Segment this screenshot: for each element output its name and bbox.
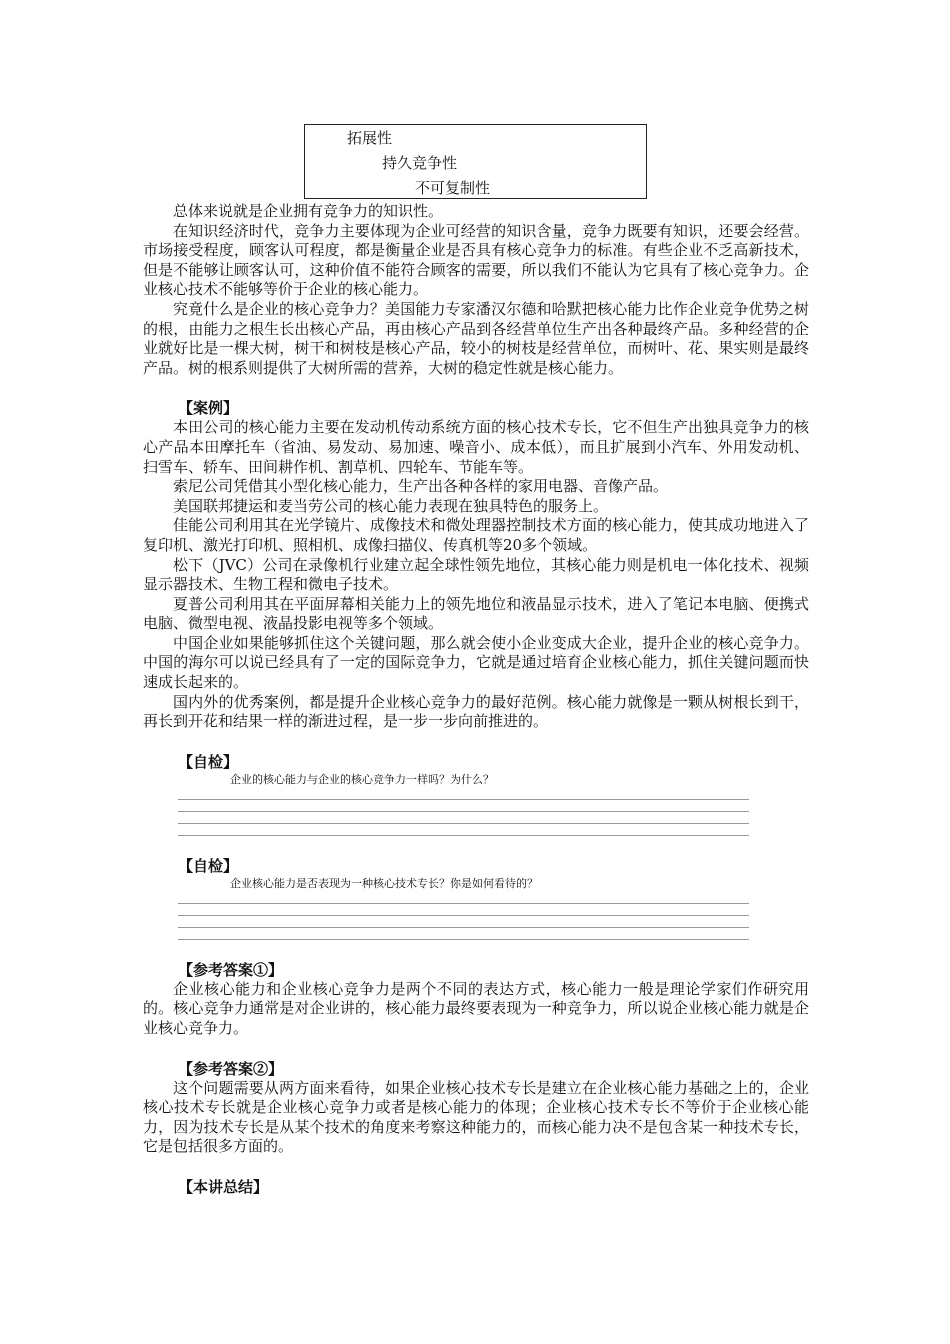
intro-paragraph: 在知识经济时代，竞争力主要体现为企业可经营的知识含量，竞争力既要有知识，还要会经营。市场接受程度，顾客认可程度，都是衡量企业是否具有核心竞争力的标准。有些企业不乏高新技术，但是不能够让顾客认可，这种价值不能符合顾客的需要，所以我们不能认为它具有了核心竞争力。企业核心技术不能够等价于企业的核心能力。 [143, 221, 809, 299]
intro-paragraph: 究竟什么是企业的核心竞争力？美国能力专家潘汉尔德和哈默把核心能力比作企业竞争优势之树的根，由能力之根生长出核心产品，再由核心产品到各经营单位生产出各种最终产品。多种经营的企业就好比是一棵大树，树干和树枝是核心产品，较小的树枝是经营单位，而树叶、花、果实则是最终产品。树的根系则提供了大树所需的营养，大树的稳定性就是核心能力。 [143, 299, 809, 377]
case-heading: 【案例】 [178, 399, 239, 418]
case-paragraph: 中国企业如果能够抓住这个关键问题，那么就会使小企业变成大企业，提升企业的核心竞争力。中国的海尔可以说已经具有了一定的国际竞争力，它就是通过培育企业核心能力，抓住关键问题而快速成长起来的。 [143, 633, 809, 692]
answer2-text: 这个问题需要从两方面来看待，如果企业核心技术专长是建立在企业核心能力基础之上的，企业核心技术专长就是企业核心竞争力或者是核心能力的体现；企业核心技术专长不等价于企业核心能力，因为技术专长是从某个技术的角度来考察这种能力的，而核心能力决不是包含某一种技术专长，它是包括很多方面的。 [143, 1078, 809, 1156]
intro-paragraph: 总体来说就是企业拥有竞争力的知识性。 [173, 202, 444, 220]
selfcheck-question: 企业的核心能力与企业的核心竞争力一样吗？为什么？ [230, 772, 494, 786]
answer1-text: 企业核心能力和企业核心竞争力是两个不同的表达方式，核心能力一般是理论学家们作研究用的。核心竞争力通常是对企业讲的，核心能力最终要表现为一种竞争力，所以说企业核心能力就是企业核心竞争力。 [143, 979, 809, 1038]
case-paragraph: 佳能公司利用其在光学镜片、成像技术和微处理器控制技术方面的核心能力，使其成功地进入了复印机、激光打印机、照相机、成像扫描仪、传真机等20多个领域。 [143, 516, 809, 554]
answer1-heading: 【参考答案①】 [178, 960, 284, 979]
answer2-heading: 【参考答案②】 [178, 1059, 284, 1078]
case-paragraph: 索尼公司凭借其小型化核心能力，生产出各种各样的家用电器、音像产品。 [173, 477, 669, 496]
box-line-durable-competitiveness: 持久竞争性 [382, 154, 458, 172]
box-line-non-replicable: 不可复制性 [415, 179, 491, 197]
case-paragraph: 松下（JVC）公司在录像机行业建立起全球性领先地位，其核心能力则是机电一体化技术、视频显示器技术、生物工程和微电子技术。 [143, 555, 809, 594]
answer-line [178, 903, 749, 904]
answer-line [178, 799, 749, 800]
selfcheck-heading: 【自检】 [178, 752, 239, 771]
box-line-extensibility: 拓展性 [347, 129, 393, 147]
case-paragraph: 本田公司的核心能力主要在发动机传动系统方面的核心技术专长，它不但生产出独具竞争力的核心产品本田摩托车（省油、易发动、易加速、噪音小、成本低），而且扩展到小汽车、外用发动机、扫雪车、轿车、田间耕作机、割草机、四轮车、节能车等。 [143, 418, 809, 476]
case-paragraph: 国内外的优秀案例，都是提升企业核心竞争力的最好范例。核心能力就像是一颗从树根长到干，再长到开花和结果一样的渐进过程，是一步一步向前推进的。 [143, 692, 809, 731]
characteristics-box [304, 124, 647, 199]
case-paragraph: 美国联邦捷运和麦当劳公司的核心能力表现在独具特色的服务上。 [173, 496, 609, 515]
answer-line [178, 823, 749, 824]
answer-line [178, 811, 749, 812]
case-paragraph: 夏普公司利用其在平面屏幕相关能力上的领先地位和液晶显示技术，进入了笔记本电脑、便携式电脑、微型电视、液晶投影电视等多个领域。 [143, 594, 809, 633]
summary-heading: 【本讲总结】 [178, 1178, 269, 1196]
answer-line [178, 915, 749, 916]
main-content [143, 202, 809, 1197]
answer-line [178, 927, 749, 928]
selfcheck-heading: 【自检】 [178, 856, 239, 875]
selfcheck-question: 企业核心能力是否表现为一种核心技术专长？你是如何看待的？ [230, 876, 538, 890]
